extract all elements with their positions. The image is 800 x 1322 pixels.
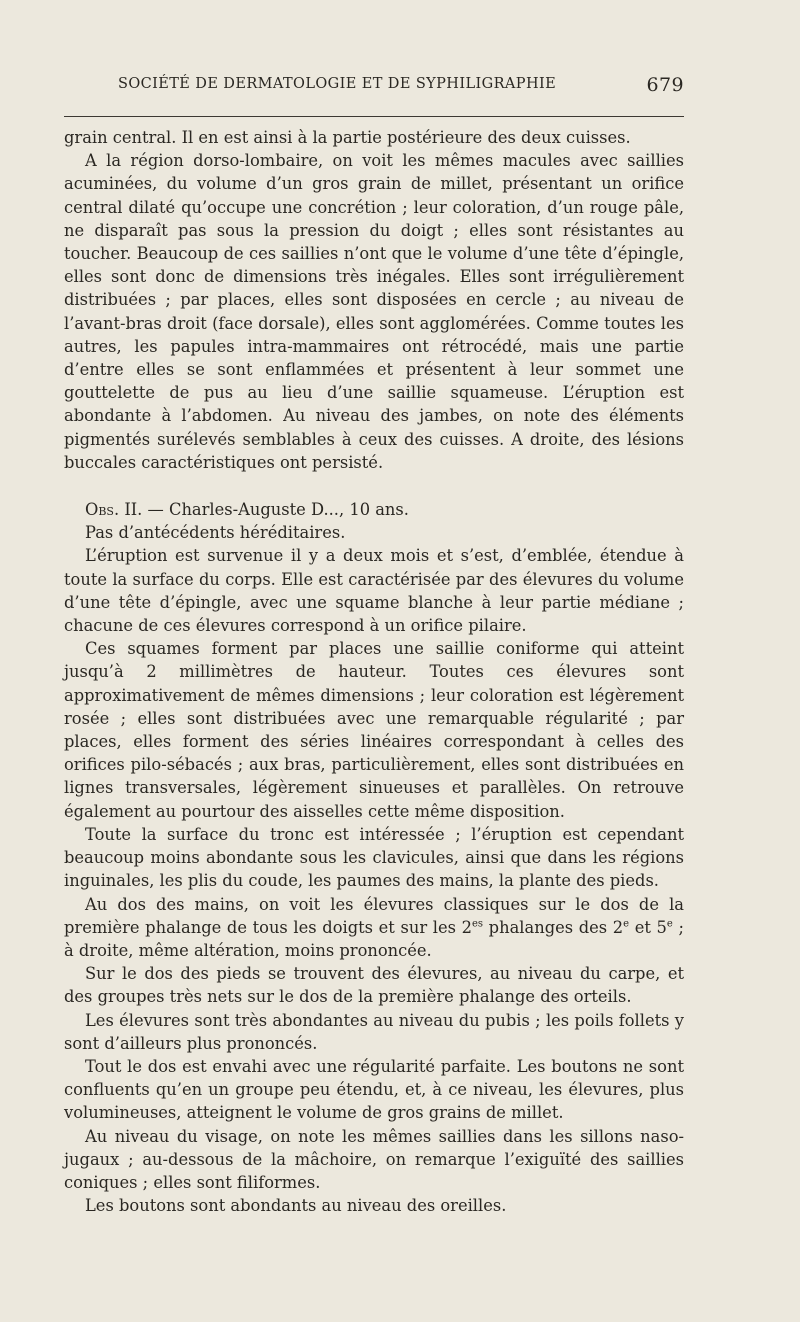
header-title: SOCIÉTÉ DE DERMATOLOGIE ET DE SYPHILIGRAPHIE	[118, 76, 557, 92]
page-number: 679	[646, 74, 684, 96]
paragraph: grain central. Il en est ainsi à la partie postérieure des deux cuisses.	[64, 128, 631, 147]
header-rule	[64, 116, 684, 117]
observation-label: Obs. II.	[85, 500, 143, 520]
text-run: ; à droite, même altération, moins prononcée.	[64, 917, 684, 960]
paragraph: Au niveau du visage, on note les mêmes saillies dans les sillons naso-jugaux ; au-dessous de la mâchoire, on remarque l’exiguïté des saillies coniques ; elles sont filiformes.	[64, 1126, 684, 1192]
text-run: Au dos des mains, on voit les élevures classiques sur le dos de la première phalange de tous les doigts et sur les 2	[64, 894, 684, 937]
text-run: et 5	[629, 917, 667, 937]
paragraph: Sur le dos des pieds se trouvent des élevures, au niveau du carpe, et des groupes très nets sur le dos de la première phalange des orteils.	[64, 964, 684, 1007]
superscript: e	[623, 918, 630, 930]
paragraph: Toute la surface du tronc est intéressée ; l’éruption est cependant beaucoup moins abondante sous les clavicules, ainsi que dans les régions inguinales, les plis du coude, les paumes des mains, la plante des pieds.	[64, 824, 684, 891]
paragraph: Tout le dos est envahi avec une régularité parfaite. Les boutons ne sont confluents qu’en un groupe peu étendu, et, à ce niveau, les élevures, plus volumineuses, atteignent le volume de gros grains de millet.	[64, 1056, 684, 1123]
paragraph: Pas d’antécédents héréditaires.	[85, 523, 346, 543]
text-run: phalanges des 2	[483, 917, 624, 937]
paragraph: Ces squames forment par places une saillie coniforme qui atteint jusqu’à 2 millimètres de hauteur. Toutes ces élevures sont approximativement de mêmes dimensions ; leur coloration est légèrement rosée ; elles sont distribuées avec une remarquable régularité ; par places, elles forment des séries linéaires correspondant à celles des orifices pilo-sébacés ; aux bras, particulièrement, elles sont distribuées en lignes transversales, légèrement sinueuses et parallèles. On retrouve également au pourtour des aisselles cette même disposition.	[64, 639, 684, 821]
observation-subject: — Charles-Auguste D..., 10 ans.	[142, 500, 409, 520]
paragraph	[64, 893, 684, 963]
observation-heading	[64, 498, 684, 521]
paragraph: L’éruption est survenue il y a deux mois et s’est, d’emblée, étendue à toute la surface du corps. Elle est caractérisée par des élevures du volume d’une tête d’épingle, avec une squame blanche à leur partie médiane ; chacune de ces élevures correspond à un orifice pilaire.	[64, 546, 684, 636]
paragraph: Les élevures sont très abondantes au niveau du pubis ; les poils follets y sont d’ailleurs plus prononcés.	[64, 1010, 684, 1053]
body-text	[64, 126, 684, 1217]
superscript: e	[666, 918, 673, 930]
superscript: es	[471, 918, 484, 930]
paragraph: Les boutons sont abondants au niveau des oreilles.	[85, 1196, 507, 1216]
paragraph: A la région dorso-lombaire, on voit les mêmes macules avec saillies acuminées, du volume d’un gros grain de millet, présentant un orifice central dilaté qu’occupe une concrétion ; leur coloration, d’un rouge pâle, ne disparaît pas sous la pression du doigt ; elles sont résistantes au toucher. Beaucoup de ces saillies n’ont que le volume d’une tête d’épingle, elles sont donc de dimensions très inégales. Elles sont irrégulièrement distribuées ; par places, elles sont disposées en cercle ; au niveau de l’avant-bras droit (face dorsale), elles sont agglomérées. Comme toutes les autres, les papules intra-mammaires ont rétrocédé, mais une partie d’entre elles se sont enflammées et présentent à leur sommet une gouttelette de pus au lieu d’une saillie squameuse. L’éruption est abondante à l’abdomen. Au niveau des jambes, on note des éléments pigmentés surélevés semblables à ceux des cuisses. A droite, des lésions buccales caractéristiques ont persisté.	[64, 151, 684, 472]
